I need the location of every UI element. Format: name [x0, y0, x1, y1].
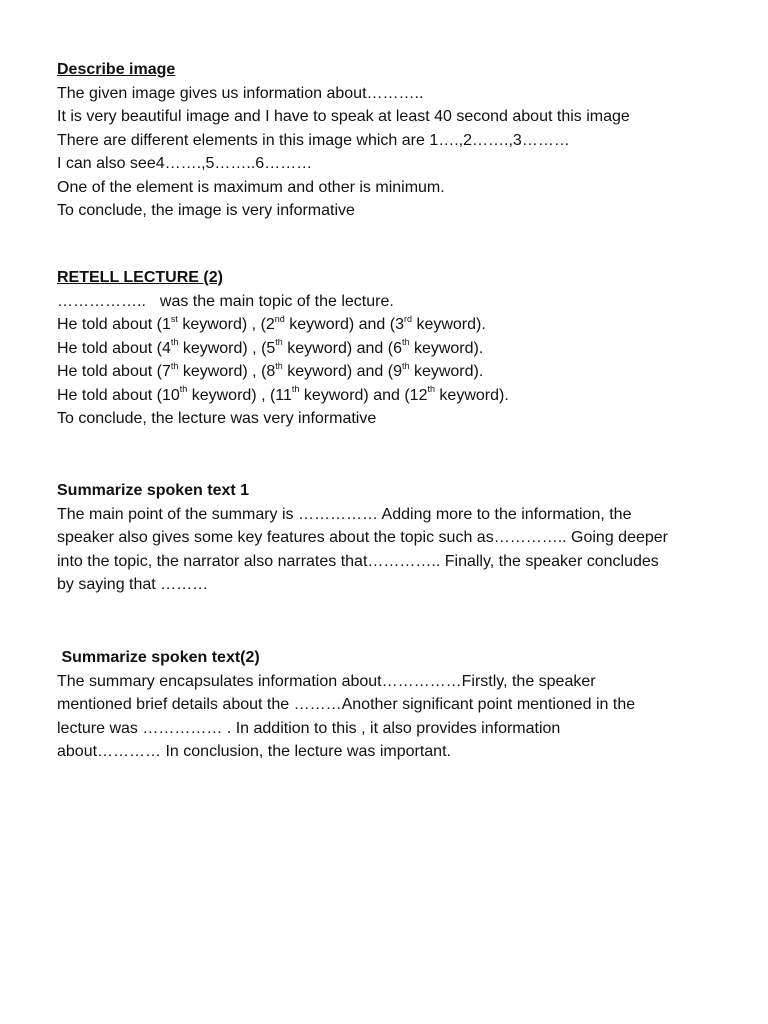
- summarize-1-line: by saying that ………: [57, 576, 209, 593]
- retell-lecture-conclusion: To conclude, the lecture was very informative: [57, 410, 377, 427]
- intro-dots: ……………..: [57, 292, 146, 310]
- row-text: keyword) , (11: [187, 386, 292, 404]
- keyword-row: [57, 384, 737, 408]
- describe-image-line: I can also see4…….,5……..6………: [57, 155, 313, 172]
- intro-text: was the main topic of the lecture.: [159, 292, 394, 310]
- summarize-2-line: about………… In conclusion, the lecture was important.: [57, 743, 451, 760]
- row-text: He told about (10: [57, 386, 180, 404]
- describe-image-section: [57, 58, 737, 223]
- ordinal-suffix: th: [275, 337, 283, 348]
- ordinal-suffix: th: [170, 360, 179, 371]
- row-text: keyword) , (5: [178, 339, 276, 357]
- row-text: keyword).: [412, 316, 486, 333]
- summarize-2-line: lecture was …………… . In addition to this , it also provides information: [57, 719, 561, 737]
- retell-lecture-intro: [57, 290, 737, 314]
- row-text: keyword) and (9: [282, 363, 402, 380]
- ordinal-suffix: th: [275, 360, 283, 371]
- summarize-1-section: [57, 479, 737, 597]
- retell-lecture-section: [57, 266, 737, 431]
- summarize-2-section: [57, 646, 737, 764]
- ordinal-suffix: th: [170, 337, 179, 348]
- ordinal-suffix: nd: [274, 313, 285, 324]
- ordinal-suffix: rd: [403, 313, 412, 324]
- ordinal-suffix: th: [179, 384, 188, 395]
- row-text: He told about (4: [57, 339, 171, 357]
- ordinal-suffix: th: [291, 384, 300, 395]
- row-text: keyword) and (6: [282, 339, 402, 357]
- summarize-1-line: speaker also gives some key features about the topic such as………….. Going deeper: [57, 529, 668, 546]
- keyword-row: [57, 360, 737, 384]
- row-text: keyword) , (8: [178, 363, 276, 380]
- summarize-1-heading: Summarize spoken text 1: [57, 482, 250, 499]
- row-text: He told about (1: [57, 316, 171, 333]
- row-text: keyword).: [409, 363, 484, 380]
- row-text: keyword) and (3: [284, 316, 404, 333]
- summarize-2-line: mentioned brief details about the ………Another significant point mentioned in the: [57, 696, 636, 713]
- describe-image-line: It is very beautiful image and I have to speak at least 40 second about this image: [57, 108, 630, 125]
- row-text: keyword).: [409, 339, 484, 357]
- row-text: keyword) , (2: [177, 316, 275, 333]
- describe-image-line: To conclude, the image is very informative: [57, 202, 355, 219]
- summarize-2-heading: Summarize spoken text(2): [57, 649, 260, 666]
- summarize-1-line: The main point of the summary is …………… Adding more to the information, the: [57, 505, 632, 523]
- summarize-2-line: The summary encapsulates information about……………Firstly, the speaker: [57, 672, 596, 690]
- describe-image-line: There are different elements in this image which are 1….,2…….,3………: [57, 131, 570, 149]
- describe-image-line: The given image gives us information about………..: [57, 84, 424, 102]
- row-text: keyword).: [434, 386, 509, 404]
- ordinal-suffix: th: [401, 360, 410, 371]
- ordinal-suffix: th: [401, 337, 410, 348]
- summarize-1-line: into the topic, the narrator also narrates that………….. Finally, the speaker concludes: [57, 552, 659, 570]
- describe-image-line: One of the element is maximum and other is minimum.: [57, 178, 445, 196]
- row-text: He told about (7: [57, 363, 171, 380]
- retell-lecture-heading: RETELL LECTURE (2): [57, 269, 223, 286]
- ordinal-suffix: st: [170, 313, 178, 324]
- ordinal-suffix: th: [427, 384, 435, 395]
- describe-image-heading: Describe image: [57, 61, 176, 78]
- keyword-row: [57, 313, 737, 337]
- keyword-row: [57, 337, 737, 361]
- row-text: keyword) and (12: [299, 386, 428, 404]
